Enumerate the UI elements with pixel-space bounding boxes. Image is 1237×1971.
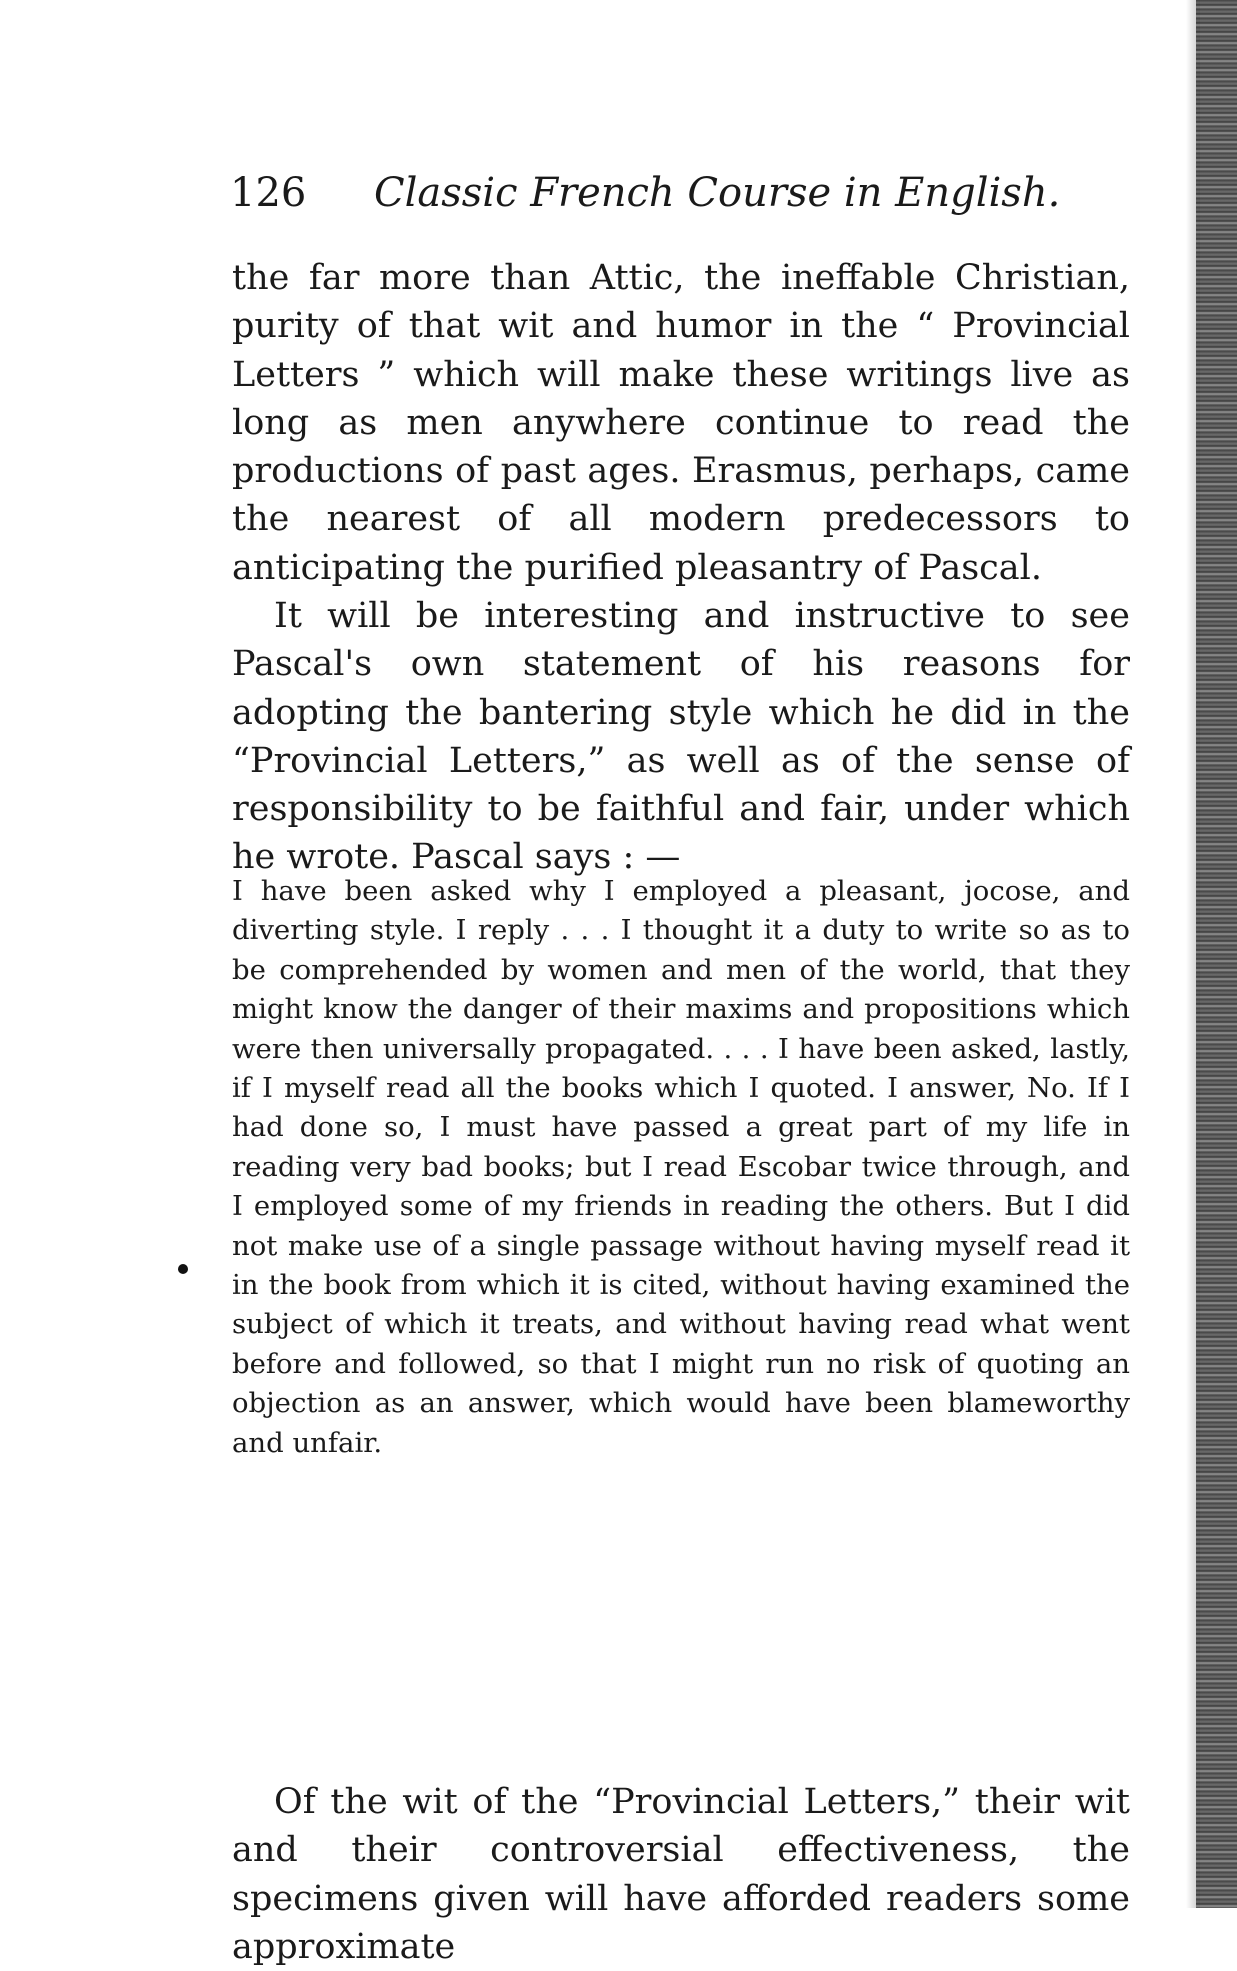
margin-dot-mark <box>178 1264 188 1274</box>
paragraph-continuation: the far more than Attic, the ineffable Christian, purity of that wit and humor in the “ Provincial Letters ” which will make these writings live as long as men anywhere continue to read the productions of past ages. Erasmus, perhaps, came the nearest of all modern predecessors to anticipating the purified pleasantry of Pascal. <box>232 258 1130 588</box>
block-quote-pascal: I have been asked why I employed a pleasant, jocose, and diverting style. I reply . . . I thought it a duty to write so as to be comprehended by women and men of the world, that they might know the danger of their maxims and propositions which were then universally propagated. . . . I have been asked, lastly, if I myself read all the books which I quoted. I answer, No. If I had done so, I must have passed a great part of my life in reading very bad books; but I read Escobar twice through, and I employed some of my friends in reading the others. But I did not make use of a single passage without having myself read it in the book from which it is cited, without having examined the subject of which it treats, and without having read what went before and followed, so that I might run no risk of quoting an objection as an answer, which would have been blameworthy and unfair. <box>232 875 1130 1459</box>
paragraph-wit-of-letters: Of the wit of the “Provincial Letters,” their wit and their controversial effectiveness, the specimens given will have afforded readers some approximate <box>232 1782 1130 1967</box>
page-number: 126 <box>230 170 307 216</box>
paragraph-pascal-statement-intro: It will be interesting and instructive to see Pascal's own statement of his reasons for adopting the bantering style which he did in the “Provincial Letters,” as well as of the sense of responsibility to be faithful and fair, under which he wrote. Pascal says : — <box>232 596 1130 878</box>
running-title: Classic French Course in English. <box>374 170 1061 216</box>
page-header <box>230 168 1130 218</box>
book-binding-edge <box>1196 0 1237 1908</box>
